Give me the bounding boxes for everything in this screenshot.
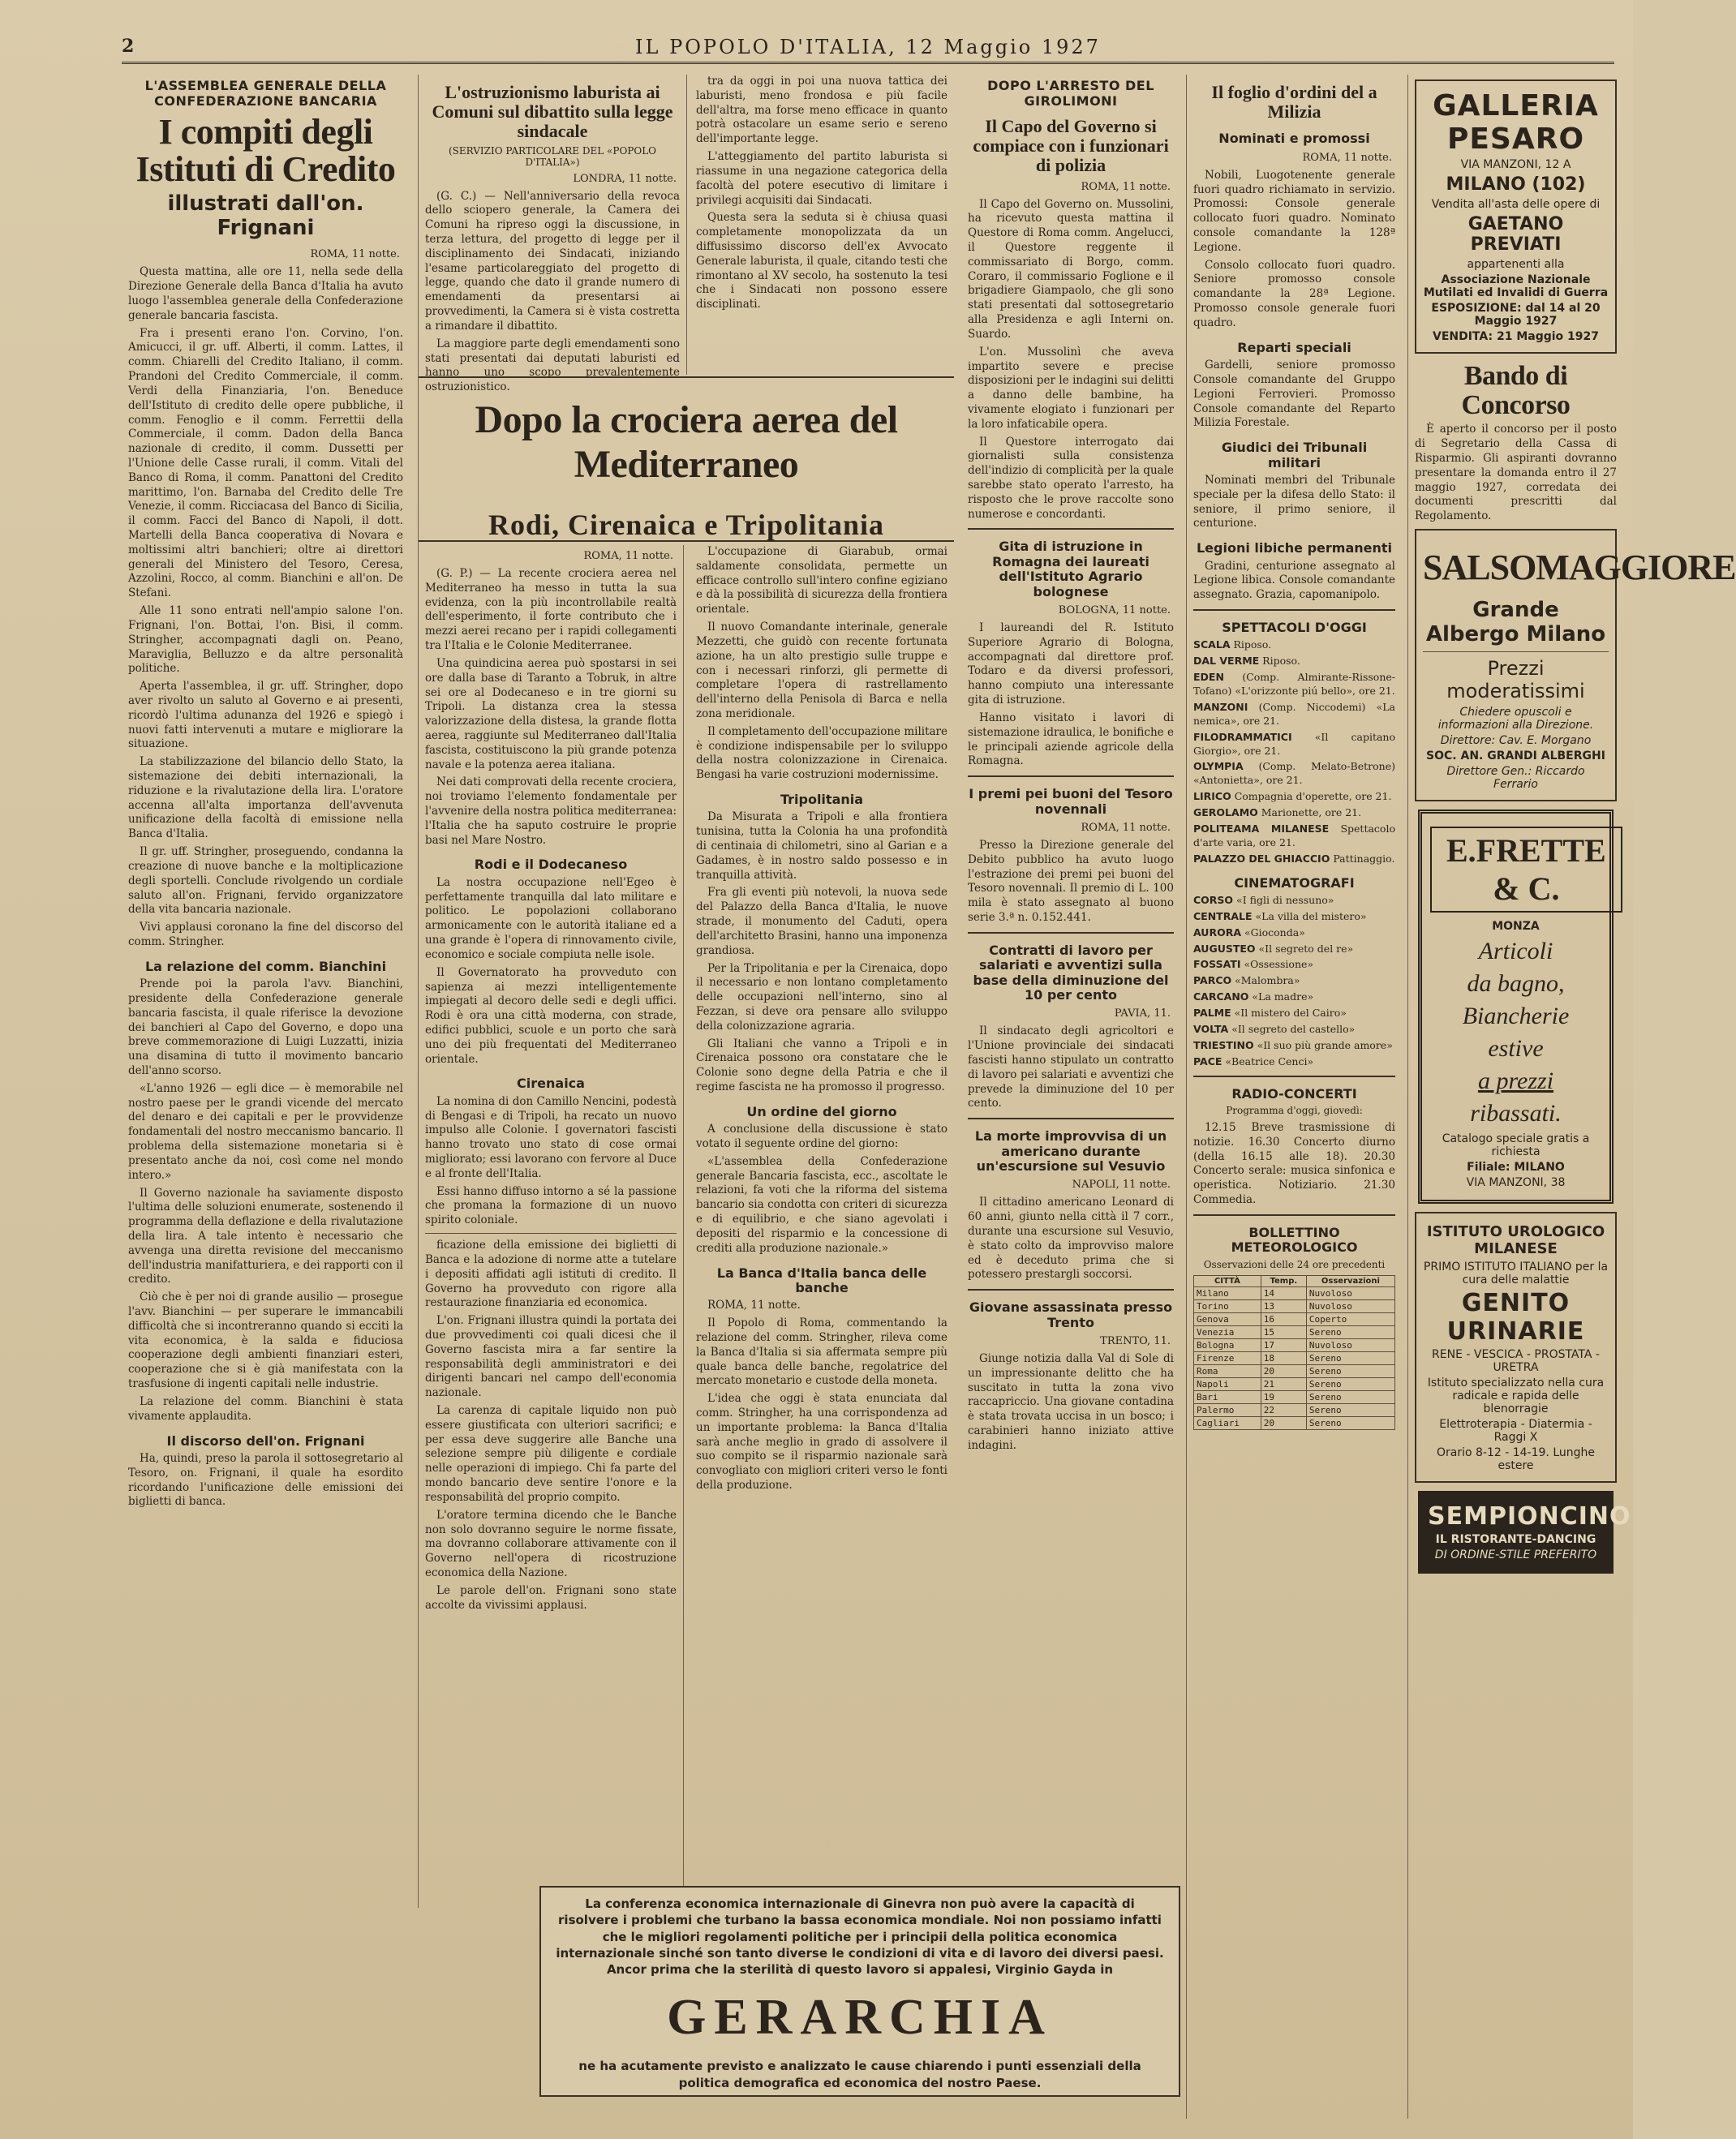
- ad-title: E.FRETTE & C.: [1430, 827, 1622, 913]
- paragraph: È aperto il concorso per il posto di Segretario della Cassa di Risparmio. Gli aspiranti dovranno presentare la domanda entro il 27 maggio 1927, corredata dei documenti prescritti dal Regolamento.: [1415, 423, 1617, 523]
- ad-line: appartenenti alla: [1467, 258, 1565, 271]
- list-item: MANZONI (Comp. Niccodemi) «La nemica», ore 21.: [1193, 700, 1395, 727]
- paragraph: Una quindicina aerea può spostarsi in sei ore dalla base di Taranto a Tobruk, in altre sei ore al Dodecaneso e in tre giorni su Tripoli. La distanza crea la stessa valorizzazione della distesa, la grande flotta aerea, raggiunte sul Mediterraneo dall'Italia fascista, costituiscono la più grande potenza navale e la potenza aerea italiana.: [425, 656, 677, 771]
- divider: [968, 932, 1174, 934]
- ad-line: Biancherie: [1462, 1003, 1570, 1030]
- section-body: [1193, 474, 1395, 531]
- continued-body: [425, 1239, 677, 1613]
- table-row: Genova 16 Coperto: [1194, 1312, 1395, 1325]
- ad-line: Vendita all'asta delle opere di: [1431, 198, 1601, 211]
- paragraph: L'occupazione di Giarabub, ormai saldamente consolidata, permette un efficace controllo sull'intero confine egiziano e dà la possibilità di sicurezza della frontiera orientale.: [696, 545, 947, 616]
- ad-line: Direttore Gen.: Riccardo Ferrario: [1446, 765, 1585, 792]
- divider: [968, 1289, 1174, 1291]
- section-heading: La relazione del comm. Bianchini: [144, 958, 387, 974]
- table-row: Torino 13 Nuvoloso: [1194, 1299, 1395, 1312]
- paragraph: Il cittadino americano Leonard di 60 anni, giunto nella città il 7 corr., durante una escursione sul Vesuvio, è stato colto da improvviso malore ed è deceduto prima che si potessero prestargli soccorsi.: [968, 1196, 1174, 1282]
- ad-line: Catalogo speciale gratis a richiesta: [1442, 1132, 1590, 1159]
- ad-line: ribassati.: [1470, 1100, 1562, 1127]
- ad-line: Elettroterapia - Diatermia - Raggi X: [1439, 1418, 1592, 1445]
- article-subheadline: illustrati dall'on. Frignani: [167, 191, 364, 241]
- paragraph: Da Misurata a Tripoli e alla frontiera tunisina, tutta la Colonia ha una profondità di centinaia di chilometri, sino al Garian e a Gadames, è in nostro saldo possesso e in tranquilla attività.: [696, 810, 947, 882]
- sempioncino-ad: [1418, 1491, 1631, 1574]
- ad-subtitle: GENITO URINARIE: [1446, 1289, 1585, 1347]
- paragraph: Hanno visitato i lavori di sistemazione idraulica, le bonifiche e le principali aziende agricole della Romagna.: [968, 711, 1174, 768]
- divider: [968, 775, 1174, 777]
- paragraph: (G. P.) — La recente crociera aerea nel Mediterraneo ha messo in tutta la sua evidenza, con la più incontrollabile realtà dell'esperimento, il forte contributo che i mezzi aerei recano per i rapidi collegamenti tra l'Italia e le Colonie Mediterranee.: [425, 567, 677, 653]
- paragraph: Il nuovo Comandante interinale, generale Mezzetti, che guidò con recente fortunata azione, ha un alto prestigio sulle truppe e con i necessari rinforzi, gli permette di completare l'opera di rastrellamento dell'interno della Penisola di Barca e nella zona meridionale.: [696, 621, 947, 720]
- banner-headline: Dopo la crociera aerea del Mediterraneo: [475, 398, 898, 486]
- paragraph: La carenza di capitale liquido non può essere giustificata con ulteriori sacrifici; e per essa deve suggerire alle Banche una selezione sempre più diligente e cordiale nelle operazioni di impiego. Chi fa parte del mondo bancario deve sentire l'onore e la responsabilità del proprio compito.: [425, 1404, 677, 1504]
- ad-line: da bagno,: [1467, 970, 1565, 998]
- ad-line: Articoli: [1478, 938, 1553, 965]
- masthead: [122, 36, 1614, 64]
- paragraph: I laureandi del R. Istituto Superiore Agrario di Bologna, accompagnati dal direttore prof. Todaro e da diversi professori, hanno compiuto una interessante gita di istruzione.: [968, 621, 1174, 707]
- ad-line: SOC. AN. GRANDI ALBERGHI: [1426, 750, 1605, 763]
- banner-subheadline: Rodi, Cirenaica e Tripolitania: [488, 509, 884, 541]
- article-dateline: ROMA, 11 notte.: [583, 550, 673, 562]
- paragraph: Nominati membri del Tribunale speciale per la difesa dello Stato: il seniore, il primo seniore, il centurione.: [1193, 473, 1395, 530]
- ad-title: GERARCHIA: [667, 1990, 1053, 2046]
- ad-line: ESPOSIZIONE: dal 14 al 20 Maggio 1927: [1431, 302, 1601, 328]
- section-body: [128, 1452, 403, 1510]
- divider: [1423, 651, 1609, 652]
- paragraph: La nomina di don Camillo Nencini, podestà di Bengasi e di Tripoli, ha recato un nuovo impulso alle Colonie. I governatori fascisti hanno trovato uno stato di cose ormai migliorato; essi lavorano con fervore al Duce e al fronte dell'Italia.: [425, 1094, 677, 1180]
- ad-title: GALLERIA PESARO: [1433, 89, 1599, 156]
- article-headline: Contratti di lavoro per salariati e avventizi sulla base della diminuzione del 10 per cento: [973, 942, 1169, 1003]
- article-body: [968, 839, 1174, 926]
- table-row: Bologna 17 Nuvoloso: [1194, 1338, 1395, 1351]
- table-row: Palermo 22 Sereno: [1194, 1403, 1395, 1416]
- section-heading: CINEMATOGRAFI: [1234, 874, 1355, 891]
- column-center: [418, 75, 954, 1908]
- masthead-title: IL POPOLO D'ITALIA, 12 Maggio 1927: [635, 36, 1101, 58]
- list-item: VOLTA «Il segreto del castello»: [1193, 1022, 1356, 1035]
- paragraph: L'on. Mussolinì che aveva impartito severe e precise disposizioni per le indagini sui delitti a danno delle bambine, ha vivamente elogiato i funzionari per la loro infaticabile opera.: [968, 345, 1174, 431]
- paragraph: Ha, quindi, preso la parola il sottosegretario al Tesoro, on. Frignani, il quale ha esordito ricordando l'unificazione delle emissioni dei biglietti di banca.: [128, 1451, 403, 1509]
- paragraph: La relazione del comm. Bianchini è stata vivamente applaudita.: [128, 1394, 403, 1423]
- paragraph: A conclusione della discussione è stato votato il seguente ordine del giorno:: [696, 1123, 947, 1151]
- table-row: Bari 19 Sereno: [1194, 1390, 1395, 1403]
- column-milizia-spettacoli: [1186, 75, 1402, 2119]
- article-headline: L'ostruzionismo laburista ai Comuni sul dibattito sulla legge sindacale: [432, 82, 673, 142]
- radio-body: [1193, 1121, 1395, 1208]
- list-item: PARCO «Malombra»: [1193, 974, 1300, 987]
- list-item: TRIESTINO «Il suo più grande amore»: [1193, 1038, 1393, 1051]
- paragraph: La maggiore parte degli emendamenti sono stati presentati dai deputati laburisti ed hanno uno scopo prevalentemente ostruzionistico.: [425, 337, 680, 394]
- article-headline: Gita di istruzione in Romagna dei laureati dell'Istituto Agrario bolognese: [992, 539, 1149, 599]
- paragraph: Il sindacato degli agricoltori e l'Unione provinciale dei sindacati fascisti hanno stipulato un contratto di lavoro pei salariati e avventizi che prevede la diminuzione del 10 per cento.: [968, 1024, 1174, 1110]
- paragraph: Nei dati comprovati della recente crociera, noi troviamo l'elemento fondamentale per l'avvenire della nostra politica mediterranea: l'Italia che ha saputo costruire le proprie basi nel Mare Nostro.: [425, 775, 677, 847]
- list-item: DAL VERME Riposo.: [1193, 655, 1300, 668]
- paragraph: «L'anno 1926 — egli dice — è memorabile nel nostro paese per le grandi vicende del mercato del denaro e dei capitali e per le provvidenze fondamentali del nostro meccanismo bancario. Il problema della sistemazione monetaria si è presentato anche da noi, così come nel mondo intero.»: [128, 1081, 403, 1182]
- column-confederazione-bancaria: [122, 75, 410, 2119]
- article-headline: Il foglio d'ordini del a Milizia: [1211, 82, 1377, 122]
- paragraph: Presso la Direzione generale del Debito pubblico ha avuto luogo l'estrazione dei premi pei buoni del Tesoro novennali. Il premio di L. 100 mila è stato assegnato al buono serie 3.ª n. 0.152.441.: [968, 838, 1174, 924]
- ad-line: VIA MANZONI, 38: [1466, 1176, 1566, 1190]
- paragraph: Essi hanno diffuso intorno a sé la passione che promana la formazione di un nuovo spirito coloniale.: [425, 1184, 677, 1227]
- table-row: Napoli 21 Sereno: [1194, 1377, 1395, 1390]
- ad-line: Direttore: Cav. E. Morgano: [1440, 734, 1592, 748]
- ad-text: ne ha acutamente previsto e analizzato le cause chiarendo i punti essenziali della politica demografica ed economica del nostro Paese.: [578, 2059, 1141, 2090]
- paragraph: Le parole dell'on. Frignani sono state accolte da vivissimi applausi.: [425, 1583, 677, 1612]
- paragraph: Il Capo del Governo on. Mussolini, ha ricevuto questa mattina il Questore di Roma comm. Angelucci, il Questore reggente il commissariato di Borgo, comm. Coraro, il commissario Foglione e il brigadiere Giampaolo, che gli sono stati presentati dal sottosegretario alla Presidenza e agli Interni on. Suardo.: [968, 197, 1174, 341]
- paragraph: Fra i presenti erano l'on. Corvino, l'on. Amicucci, il gr. uff. Alberti, il comm. Lattes, il comm. Chiarelli del Credito Italiano, il comm. Prandoni del Credito Commerciale, il comm. Verdi della Finanziaria, l'on. Beneduce dell'Istituto di credito delle opere pubbliche, il comm. Fenoglio e il comm. Ferrettii della Commerciale, il comm. Dadon della Banca nazionale di credito, il comm. Dussetti per l'Unione delle Casse rurali, il comm. Vitali del Banco di Roma, il comm. Panattoni del Credito marittimo, l'on. Barnaba del Credito delle Tre Venezie, il comm. Ricciacasa del Banco di Sicilia, il comm. Facci del Banco di Napoli, il dott. Martelli della Banca cooperativa di Novara e moltissimi altri banchieri; oltre ai direttori generali del Ministero del Tesoro, Ceresa, Azzolini, Rocco, al comm. Bianchini e all'on. De Stefani.: [128, 326, 403, 600]
- paragraph: Gli Italiani che vanno a Tripoli e in Cirenaica possono ora constatare che le Colonie sono degne della Patria e che il regime fascista ne ha promosso il progresso.: [696, 1037, 947, 1094]
- ad-title: SEMPIONCINO: [1428, 1502, 1631, 1531]
- ad-line: Chiedere opuscoli e informazioni alla Direzione.: [1437, 706, 1594, 732]
- divider: [1193, 1214, 1395, 1216]
- section-heading: RADIO-CONCERTI: [1231, 1085, 1357, 1102]
- section-body: [696, 810, 947, 1094]
- ad-city: MILANO (102): [1446, 174, 1586, 195]
- ad-line: DI ORDINE-STILE PREFERITO: [1434, 1548, 1597, 1562]
- paragraph: Giunge notizia dalla Val di Sole di un impressionante delitto che ha suscitato in tutta la zona vivo raccapriccio. Una giovane contadina è stata trovata uccisa in un bosco; i carabinieri hanno iniziato attive indagini.: [968, 1352, 1174, 1452]
- paragraph: Consolo collocato fuori quadro. Seniore promosso console comandante la 28ª Legione. Promosso console generale fuori quadro.: [1193, 258, 1395, 329]
- paragraph: Questa sera la seduta si è chiusa quasi completamente monopolizzata da un diffusissimo discorso dell'ex Avvocato Generale laburista, il quale, citando testi che rimontano al XV secolo, ha sostenuto la tesi che i Sindacati non possono essere disciplinati.: [696, 211, 947, 311]
- table-row: Cagliari 20 Sereno: [1194, 1416, 1395, 1429]
- list-item: FILODRAMMATICI «Il capitano Giorgio», ore 21.: [1193, 730, 1395, 757]
- paragraph: L'idea che oggi è stata enunciata dal comm. Stringher, ha una corrispondenza ad un importante problema: la Banca d'Italia sarà anche meglio in grado di assolvere il suo compito se il risparmio nazionale sarà convogliato con migliori criteri verso le fonti della produzione.: [696, 1392, 947, 1493]
- section-heading: Legioni libiche permanenti: [1196, 540, 1393, 556]
- list-item: PALME «Il mistero del Cairo»: [1193, 1007, 1347, 1020]
- page-number: 2: [122, 36, 135, 57]
- divider: [425, 1233, 677, 1234]
- paragraph: Nobili, Luogotenente generale fuori quadro richiamato in servizio. Promossi: Console generale collocato fuori quadro. Nominato console comandante la 128ª Legione.: [1193, 168, 1395, 254]
- section-heading: Reparti speciali: [1237, 339, 1351, 355]
- istituto-urologico-ad: [1415, 1212, 1617, 1483]
- article-body: [425, 190, 680, 395]
- ad-address: VIA MANZONI, 12 A: [1460, 158, 1571, 171]
- paragraph: Vivi applausi coronano la fine del discorso del comm. Stringher.: [128, 921, 403, 948]
- meteo-subtitle: Osservazioni delle 24 ore precedenti: [1203, 1258, 1386, 1270]
- list-item: CENTRALE «La villa del mistero»: [1193, 909, 1367, 922]
- meteo-table: [1193, 1275, 1395, 1430]
- ad-line: VENDITA: 21 Maggio 1927: [1432, 330, 1599, 343]
- table-header: Temp.: [1261, 1275, 1306, 1286]
- table-row: Milano 14 Nuvoloso: [1194, 1286, 1395, 1299]
- section-heading: Giudici dei Tribunali militari: [1221, 440, 1368, 470]
- article-body: [968, 1352, 1174, 1454]
- list-item: GEROLAMO Marionette, ore 21.: [1193, 806, 1362, 819]
- paragraph: L'oratore termina dicendo che le Banche non solo dovranno seguire le norme fissate, ma dovranno collaborare attivamente con il Governo nell'opera di ricostruzione economica della Nazione.: [425, 1508, 677, 1579]
- article-headline: Giovane assassinata presso Trento: [969, 1299, 1173, 1330]
- list-item: PALAZZO DEL GHIACCIO Pattinaggio.: [1193, 852, 1395, 865]
- list-item: LIRICO Compagnia d'operette, ore 21.: [1193, 790, 1392, 803]
- article-dateline: ROMA, 11 notte.: [310, 248, 400, 261]
- ad-city: MONZA: [1492, 920, 1540, 934]
- section-heading: Un ordine del giorno: [746, 1103, 897, 1119]
- article-dateline: PAVIA, 11.: [1114, 1007, 1171, 1020]
- paragraph: L'atteggiamento del partito laburista si riassume in una negazione categorica della facoltà del potere esecutivo di limitare i privilegi acquisiti dai Sindacati.: [696, 150, 947, 207]
- article-dateline: LONDRA, 11 notte.: [573, 172, 677, 185]
- paragraph: ROMA, 11 notte.: [707, 1299, 801, 1312]
- banner-crociera-aerea: [419, 376, 954, 542]
- article-dateline: BOLOGNA, 11 notte.: [1058, 604, 1171, 616]
- bando-title: Bando di Concorso: [1461, 361, 1571, 420]
- paragraph: La stabilizzazione del bilancio dello Stato, la sistemazione dei debiti internazionali, la riduzione e la rivalutazione della lira. L'oratore accenna all'alta importanza dell'avvenuta unificazione della facoltà di emissione nella Banca d'Italia.: [128, 755, 403, 841]
- paragraph: Fra gli eventi più notevoli, la nuova sede del Palazzo della Banca d'Italia, le nuove strade, il monumento del Caduti, opera dell'architetto Brasini, hanno una imponenza grandiosa.: [696, 886, 947, 957]
- article-subheadline: Nominati e promossi: [1218, 131, 1370, 147]
- paragraph: Il Questore interrogato dai giornalisti sulla consistenza dell'indizio di complicità per la quale sarebbe stato operato l'arresto, ha risposto che le prove raccolte sono numerose e concordanti.: [968, 435, 1174, 521]
- spettacoli-list: [1193, 638, 1395, 865]
- paragraph: «L'assemblea della Confederazione generale Bancaria fascista, ecc., ascoltate le relazioni, fa voti che la riforma del sistema bancario sia condotta con criteri di sicurezza e di equilibrio, e che siano agevolati i depositi del risparmio e la concessione di crediti alla produzione nazionale.»: [696, 1154, 947, 1255]
- article-body: [425, 567, 677, 848]
- list-item: AURORA «Gioconda»: [1193, 926, 1305, 938]
- paragraph: La nostra occupazione nell'Egeo è perfettamente tranquilla dal lato militare e politico. Le popolazioni collaborano armonicamente con le autorità italiane ed a una grande è l'opera di rinnovamento civile, economico e sociale compiuta nelle isole.: [425, 875, 677, 961]
- ad-line: RENE - VESCICA - PROSTATA - URETRA: [1432, 1348, 1600, 1375]
- article-dateline: ROMA, 11 notte.: [1081, 180, 1171, 193]
- paragraph: Il Governo nazionale ha saviamente disposto l'ultima delle soluzioni enumerate, sostenendo il programma della deflazione e della rivalutazione della lira. A tale intento è necessario che avvenga una diretta revisione del meccanismo dell'industria manifatturiera, e dei rapporti con il credito.: [128, 1186, 403, 1286]
- list-item: PACE «Beatrice Cenci»: [1193, 1054, 1314, 1067]
- paragraph: Il Popolo di Roma, commentando la relazione del comm. Stringher, rileva come la Banca d'Italia si sia affermata sempre più quale banca delle banche, regolatrice del mercato monetario e custode della moneta.: [696, 1316, 947, 1388]
- ad-prices: Prezzi moderatissimi: [1446, 657, 1585, 703]
- article-kicker: L'ASSEMBLEA GENERALE DELLA CONFEDERAZIONE BANCARIA: [144, 78, 387, 109]
- table-row: Firenze 18 Sereno: [1194, 1351, 1395, 1364]
- section-heading: BOLLETTINO METEOROLOGICO: [1231, 1224, 1358, 1256]
- article-ostruzionismo-continued: [690, 75, 954, 375]
- paragraph: Gradini, centurione assegnato al Legione libica. Console comandante assegnato. Grazia, capomanipolo.: [1193, 559, 1395, 602]
- section-body: [425, 876, 677, 1067]
- list-item: OLYMPIA (Comp. Melato-Betrone) «Antonietta», ore 21.: [1193, 760, 1395, 787]
- paragraph: Per la Tripolitania e per la Cirenaica, dopo il necessario e non lontano completamento delle occupazioni nell'interno, sino al Fezzan, si deve ora pensare allo sviluppo della colonizzazione agraria.: [696, 961, 947, 1033]
- section-body: [696, 1299, 947, 1493]
- paragraph: Il gr. uff. Stringher, proseguendo, condanna la creazione di nuove banche e la moltiplicazione degli sportelli. Conclude rivolgendo un cordiale saluto all'on. Frignani, fervido organizzatore della vita bancaria nazionale.: [128, 845, 403, 917]
- ad-line: Orario 8-12 - 14-19. Lunghe estere: [1437, 1446, 1595, 1473]
- ad-line: GAETANO PREVIATI: [1467, 214, 1564, 255]
- ad-title: SALSOMAGGIORE: [1423, 548, 1736, 588]
- table-header-row: [1194, 1275, 1395, 1286]
- paragraph: 12.15 Breve trasmissione di notizie. 16.30 Concerto diurno (della 16.15 alle 18). 20.30 Concerto serale: musica sinfonica e operistica. Notiziario. 21.30 Commedia.: [1193, 1120, 1395, 1206]
- article-body: [968, 621, 1174, 769]
- table-row: Roma 20 Sereno: [1194, 1364, 1395, 1377]
- divider: [968, 1118, 1174, 1119]
- section-heading: SPETTACOLI D'OGGI: [1222, 620, 1367, 636]
- list-item: CORSO «I figli di nessuno»: [1193, 893, 1334, 906]
- article-body: [128, 265, 403, 949]
- paragraph: tra da oggi in poi una nuova tattica dei laburisti, meno frondosa e più facile dell'altra, ma forse meno efficace in quanto potrà ostacolare un esame serio e sereno dell'importante legge.: [696, 75, 947, 146]
- list-item: FOSSATI «Ossessione»: [1193, 958, 1314, 971]
- galleria-pesaro-ad: [1415, 79, 1617, 354]
- ad-line: Associazione Nazionale Mutilati ed Invalidi di Guerra: [1423, 273, 1609, 299]
- paragraph: Ciò che è per noi di grande ausilio — prosegue l'avv. Bianchini — per superare le immancabili difficoltà che si incontreranno quando si ecciti la vita economica, è la salda e fiduciosa cooperazione degli ambienti finanziari esteri, cooperazione che si è già manifestata con la trasfusione di ingenti capitali nelle industrie.: [128, 1291, 403, 1391]
- ad-line: IL RISTORANTE-DANCING: [1435, 1533, 1596, 1547]
- list-item: AUGUSTEO «Il segreto del re»: [1193, 942, 1354, 955]
- list-item: CARCANO «La madre»: [1193, 990, 1314, 1003]
- divider: [1193, 609, 1395, 611]
- article-dateline: ROMA, 11 notte.: [1302, 151, 1392, 164]
- paragraph: Gardelli, seniore promosso Console comandante del Gruppo Legioni Ferrovieri. Promosso Console comandante del Reparto Milizia Forestale.: [1193, 359, 1395, 430]
- crociera-column-left: [419, 545, 684, 1908]
- frette-ad: [1418, 810, 1614, 1204]
- cinema-list: [1193, 894, 1395, 1069]
- divider: [968, 528, 1174, 530]
- table-row: Venezia 15 Sereno: [1194, 1325, 1395, 1338]
- paragraph: (G. C.) — Nell'anniversario della revoca dello sciopero generale, la Camera dei Comuni ha ripreso oggi la discussione, in terza lettura, del progetto di legge per il disciplinamento dei Sindacati, iniziando l'esame particolareggiato del progetto di legge, quando che dato il grande numero di emendamenti da presentarsi ai provvedimenti, la Camera si è vista costretta a rimandare il dibattito.: [425, 189, 680, 333]
- paragraph: Prende poi la parola l'avv. Bianchini, presidente della Confederazione generale bancaria fascista, il quale riferisce la devozione dei banchieri al Capo del Governo, e dopo una breve commemorazione di Luigi Luzzatti, inizia una disamina di tutto il movimento bancario dell'anno scorso.: [128, 977, 403, 1078]
- table-header: CITTÀ: [1194, 1275, 1261, 1286]
- section-body: [1193, 359, 1395, 431]
- paragraph: Aperta l'assemblea, il gr. uff. Stringher, dopo aver rivolto un saluto al Governo e ai presenti, ricordò l'ultima adunanza del 1926 e spiegò i nuovi fatti intervenuti a mutare e migliorare la situazione.: [128, 680, 403, 751]
- paragraph: Il completamento dell'occupazione militare è condizione indispensabile per lo sviluppo della nostra colonizzazione in Cirenaica. Bengasi ha varie costruzioni modernissime.: [696, 724, 947, 782]
- article-body: [1193, 169, 1395, 331]
- article-body: [968, 198, 1174, 522]
- crociera-column-right: [690, 545, 954, 1908]
- paragraph: Alle 11 sono entrati nell'ampio salone l'on. Frignani, l'on. Bottai, l'on. Bisi, il comm. Stringher, accompagnati dagli on. Peano, Maraviglia, Belluzzo e da altre personalità politiche.: [128, 604, 403, 676]
- ad-hotel: Grande Albergo Milano: [1425, 598, 1606, 647]
- article-body: [968, 1024, 1174, 1111]
- section-heading: Rodi e il Dodecaneso: [474, 857, 628, 873]
- bando-body: [1415, 423, 1617, 524]
- divider: [1193, 1076, 1395, 1077]
- ad-line: estive: [1488, 1035, 1544, 1063]
- article-byline: (SERVIZIO PARTICOLARE DEL «POPOLO D'ITALIA»): [448, 144, 656, 168]
- article-headline: I compiti degli Istituti di Credito: [135, 112, 396, 190]
- ad-text: La conferenza economica internazionale di Ginevra non può avere la capacità di risolvere i problemi che turbano la bassa economica mondiale. Noi non possiamo infatti che le migliori regolamenti politiche per i principii della politica economica internazionale sinché son tanto diverse le condizioni di vita e di lavoro dei diversi paesi. Ancor prima che la sterilità di questo lavoro si appalesi, Virginio Gayda in: [556, 1896, 1164, 1977]
- article-ostruzionismo: [419, 75, 687, 394]
- article-body: [696, 545, 947, 783]
- list-item: SCALA Riposo.: [1193, 638, 1272, 651]
- article-headline: Il Capo del Governo si compiace con i funzionari di polizia: [973, 116, 1169, 176]
- section-heading: La Banca d'Italia banca delle banche: [716, 1265, 927, 1295]
- paragraph: ficazione della emissione dei biglietti di Banca e la adozione di norme atte a tutelare i depositi affidati agli istituti di credito. Il Governo ha provveduto con rigore alla restaurazione finanziaria ed economica.: [425, 1239, 677, 1310]
- section-body: [696, 1123, 947, 1256]
- article-kicker: DOPO L'ARRESTO DEL GIROLIMONI: [987, 78, 1154, 109]
- ad-line: a prezzi: [1477, 1067, 1554, 1095]
- section-heading: Il discorso dell'on. Frignani: [166, 1432, 365, 1449]
- section-heading: Cirenaica: [517, 1076, 585, 1092]
- list-item: POLITEAMA MILANESE Spettacolo d'arte varia, ore 21.: [1193, 822, 1395, 848]
- section-heading: Tripolitania: [780, 792, 864, 807]
- article-headline: La morte improvvisa di un americano durante un'escursione sul Vesuvio: [974, 1128, 1167, 1174]
- article-headline: I premi pei buoni del Tesoro novennali: [969, 786, 1173, 817]
- radio-subtitle: Programma d'oggi, giovedì:: [1226, 1104, 1363, 1116]
- paragraph: L'on. Frignani illustra quindi la portata dei due provvedimenti coi quali dicesi che il Governo fascista mira a far sentire la responsabilità degli amministratori e dei dirigenti bancari nel campo dell'economia nazionale.: [425, 1314, 677, 1400]
- article-dateline: TRENTO, 11.: [1100, 1335, 1171, 1348]
- list-item: EDEN (Comp. Almirante-Rissone-Tofano) «L'orizzonte piú bello», ore 21.: [1193, 671, 1395, 698]
- article-body: [968, 1196, 1174, 1282]
- column-cronaca: [961, 75, 1180, 2119]
- article-dateline: NAPOLI, 11 notte.: [1072, 1179, 1171, 1192]
- ad-line: Filiale: MILANO: [1467, 1161, 1565, 1175]
- ad-line: Istituto specializzato nella cura radicale e rapida delle blenorragie: [1427, 1377, 1605, 1416]
- paragraph: Questa mattina, alle ore 11, nella sede della Direzione Generale della Banca d'Italia ha avuto luogo l'assemblea generale della Confederazione generale bancaria fascista.: [128, 265, 403, 322]
- section-body: [1193, 560, 1395, 603]
- section-body: [128, 977, 403, 1424]
- ad-title: ISTITUTO UROLOGICO MILANESE: [1426, 1223, 1605, 1258]
- salsomaggiore-ad: [1415, 529, 1736, 801]
- ad-line: PRIMO ISTITUTO ITALIANO per la cura delle malattie: [1423, 1261, 1609, 1287]
- section-body: [425, 1095, 677, 1228]
- column-advertisements: [1407, 75, 1736, 2119]
- paragraph: Il Governatorato ha provveduto con sapienza ai mezzi intelligentemente impiegati al decoro delle sedi e degli uffici. Rodi è ora una città moderna, con strade, edifici pubblici, scuole e un porto che sarà uno dei più frequentati del Mediterraneo orientale.: [425, 965, 677, 1066]
- table-header: Osservazioni: [1306, 1275, 1394, 1286]
- article-dateline: ROMA, 11 notte.: [1081, 821, 1171, 834]
